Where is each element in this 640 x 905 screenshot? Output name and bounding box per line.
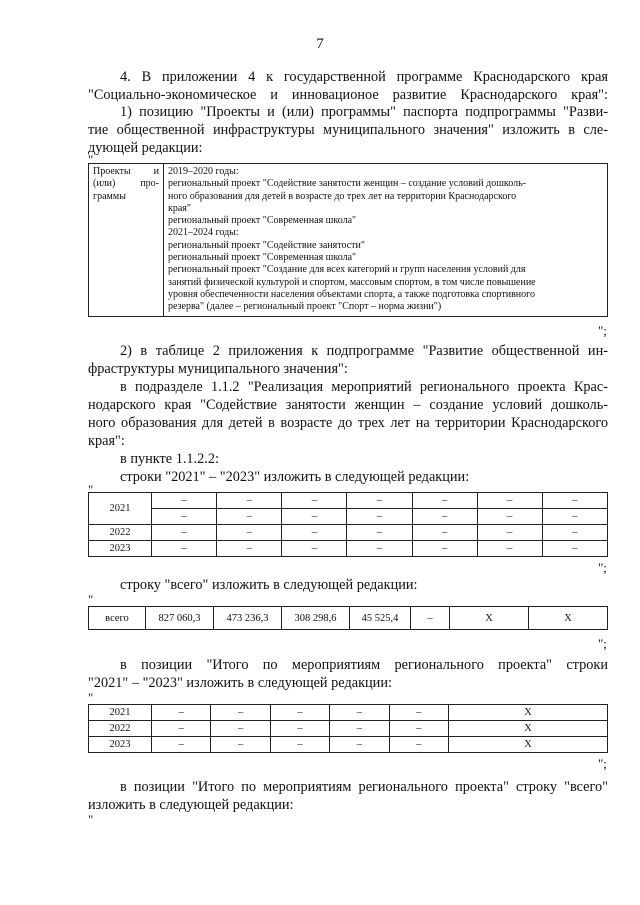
para-itogo2-line1: в позиции "Итого по мероприятиям регионального проекта" строку "всего" <box>120 779 608 795</box>
table-rows-2021-2023 <box>88 492 608 557</box>
table-row: 2021 – – – – – – – <box>89 493 608 509</box>
table-total <box>88 606 608 630</box>
para-itogo2-line2: изложить в следующей редакции: <box>88 797 294 813</box>
quote-close-4: "; <box>598 756 607 771</box>
para4-line5: дующей редакции: <box>88 140 203 156</box>
quote-close-3: "; <box>598 636 607 651</box>
para2-line6: края": <box>88 433 125 449</box>
quote-close-2: "; <box>598 560 607 575</box>
table-row: 2023 – – – – – X <box>89 737 608 753</box>
para4-line3: 1) позицию "Проекты и (или) программы" паспорта подпрограммы "Разви- <box>120 104 608 120</box>
para4-line4: тие общественной инфраструктуры муниципального значения" изложить в сле- <box>88 122 608 138</box>
quote-open-5: " <box>88 812 94 827</box>
table-row: 2022 – – – – – X <box>89 721 608 737</box>
para2-line3: в подразделе 1.1.2 "Реализация мероприятий регионального проекта Крас- <box>120 379 608 395</box>
para2-line8: строки "2021" – "2023" изложить в следующей редакции: <box>120 469 470 485</box>
para4-line1: 4. В приложении 4 к государственной программе Краснодарского края <box>120 69 608 85</box>
quote-open-4: " <box>88 690 94 705</box>
table-row: 2023 – – – – – – – <box>89 541 608 557</box>
passport-label: Проекты и (или) про- граммы <box>89 164 164 317</box>
table-row: 2021 – – – – – X <box>89 705 608 721</box>
para-itogo1-line1: в позиции "Итого по мероприятиям регионального проекта" строки <box>120 657 608 673</box>
table-itogo <box>88 704 608 753</box>
para2-line2: фраструктуры муниципального значения": <box>88 361 348 377</box>
quote-open-2: " <box>88 482 94 497</box>
para2-line5: ного образования для детей в возрасте до трех лет на территории Краснодарского <box>88 415 608 431</box>
para2-line4: нодарского края "Содействие занятости женщин – создание условий дошколь- <box>88 397 608 413</box>
quote-open-3: " <box>88 592 94 607</box>
quote-open: " <box>88 152 94 167</box>
para2-line7: в пункте 1.1.2.2: <box>120 451 219 467</box>
passport-content: 2019–2020 годы: региональный проект "Содействие занятости женщин – создание условий дошколь- ного образования для детей в возрасте до трех лет на территории Краснодарского края" региональный проект "Современная школа" 2021–2024 годы: региональный проект "Содействие занятости" региональный проект "Современная школа" региональный проект "Создание для всех категорий и групп населения условий для занятий физической культурой и спортом, массовым спортом, в том числе повышение уровня обеспеченности населения объектами спорта, а также подготовка спортивного резерва" (далее – региональный проект "Спорт – норма жизни") <box>164 164 608 317</box>
para-total: строку "всего" изложить в следующей редакции: <box>120 577 418 593</box>
table-row: всего 827 060,3 473 236,3 308 298,6 45 525,4 – X X <box>89 607 608 630</box>
para4-line2: "Социально-экономическое и инновационое развитие Краснодарского края": <box>88 87 608 103</box>
table-row: – – – – – – – <box>89 509 608 525</box>
quote-close-1: "; <box>598 323 607 338</box>
para2-line1: 2) в таблице 2 приложения к подпрограмме "Развитие общественной ин- <box>120 343 608 359</box>
para-itogo1-line2: "2021" – "2023" изложить в следующей редакции: <box>88 675 392 691</box>
table-row: 2022 – – – – – – – <box>89 525 608 541</box>
passport-table <box>88 163 608 317</box>
page-number: 7 <box>316 36 324 52</box>
